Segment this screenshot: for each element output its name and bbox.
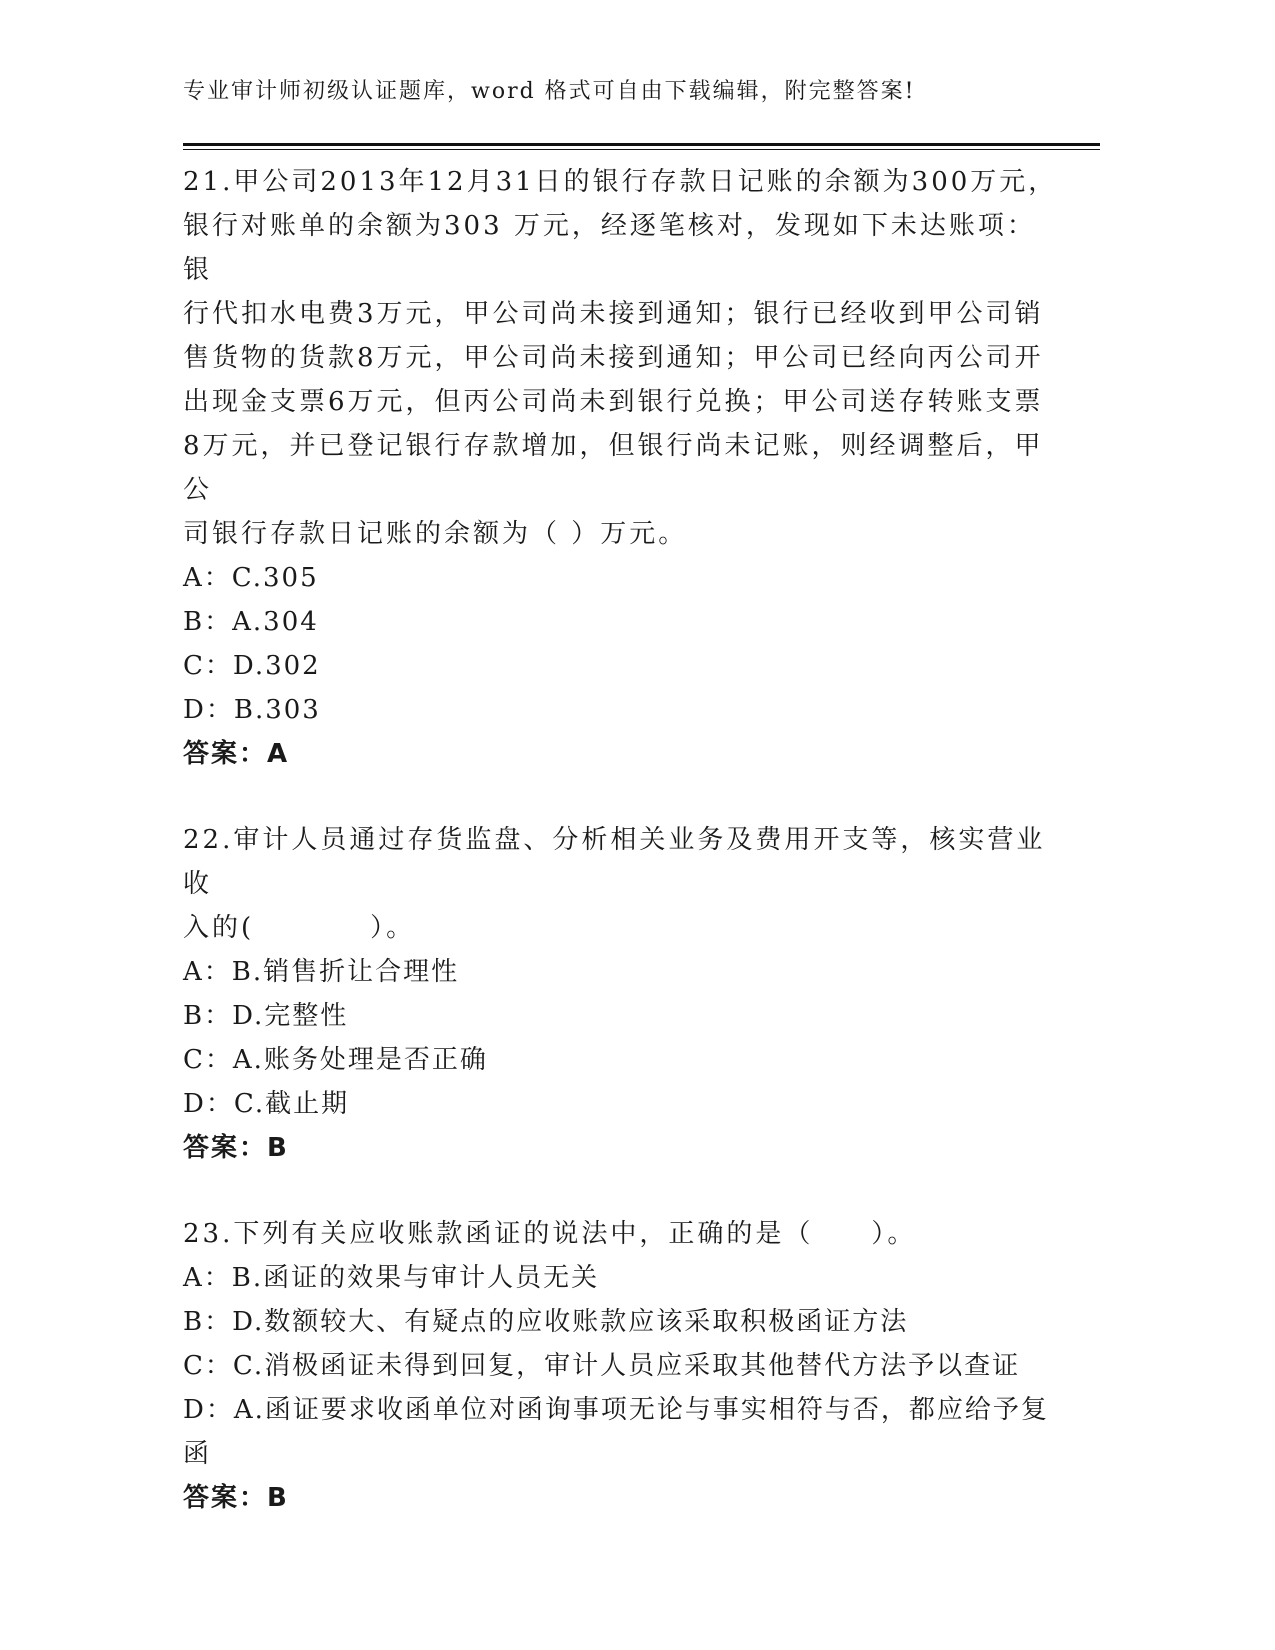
question-22 xyxy=(183,818,1063,1170)
question-text: 21.甲公司2013年12月31日的银行存款日记账的余额为300万元， 银行对账单的余额为303 万元，经逐笔核对，发现如下未达账项：银 行代扣水电费3万元，甲公司尚未接到通知；银行已经收到甲公司销 售货物的货款8万元，甲公司尚未接到通知；甲公司已经向丙公司开 出现金支票6万元，但丙公司尚未到银行兑换；甲公司送存转账支票 8万元，并已登记银行存款增加，但银行尚未记账，则经调整后，甲公 司银行存款日记账的余额为（ ）万元。 xyxy=(183,167,1058,549)
option-a: A：B.函证的效果与审计人员无关 xyxy=(183,1263,600,1293)
header-rule-thick xyxy=(183,143,1100,146)
option-a: A：B.销售折让合理性 xyxy=(183,957,460,987)
header-note: 专业审计师初级认证题库，word 格式可自由下载编辑，附完整答案! xyxy=(183,79,916,104)
question-text: 23.下列有关应收账款函证的说法中，正确的是（ ）。 xyxy=(183,1219,917,1249)
option-c: C：D.302 xyxy=(183,651,321,681)
option-b: B：A.304 xyxy=(183,607,319,637)
answer-label: 答案：B xyxy=(183,1133,289,1163)
spacer xyxy=(183,1170,1063,1212)
answer-label: 答案：B xyxy=(183,1483,289,1513)
question-list xyxy=(183,160,1063,1520)
question-23 xyxy=(183,1212,1063,1520)
answer-label: 答案：A xyxy=(183,739,290,769)
spacer xyxy=(183,776,1063,818)
question-21 xyxy=(183,160,1063,776)
option-a: A：C.305 xyxy=(183,563,319,593)
option-d: D：C.截止期 xyxy=(183,1089,350,1119)
question-text: 22.审计人员通过存货监盘、分析相关业务及费用开支等，核实营业收 入的( ）。 xyxy=(183,825,1046,943)
option-d: D：B.303 xyxy=(183,695,321,725)
option-d: D：A.函证要求收函单位对函询事项无论与事实相符与否，都应给予复 函 xyxy=(183,1395,1049,1469)
option-c: C：A.账务处理是否正确 xyxy=(183,1045,488,1075)
header-rule-thin xyxy=(183,149,1100,150)
option-b: B：D.完整性 xyxy=(183,1001,349,1031)
option-b: B：D.数额较大、有疑点的应收账款应该采取积极函证方法 xyxy=(183,1307,909,1337)
option-c: C：C.消极函证未得到回复，审计人员应采取其他替代方法予以查证 xyxy=(183,1351,1021,1381)
